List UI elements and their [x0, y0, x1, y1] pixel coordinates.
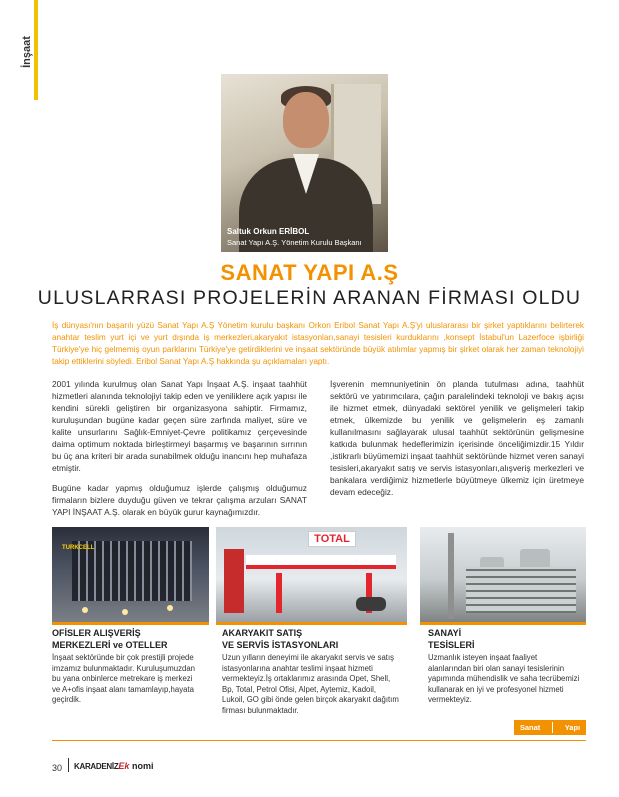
footer-rule: [52, 740, 586, 741]
body-paragraph: Bugüne kadar yapmış olduğumuz işlerde çalışmış olduğumuz firmaların bizlere duyduğu güven ve tekrar çalışma arzuları SANAT YAPI İNŞAAT A.Ş. olarak en büyük gurur kaynağımızdır.: [52, 483, 307, 517]
station-canopy: [246, 555, 396, 569]
card-text-offices: İnşaat sektöründe bir çok prestijli projede imzamız bulunmaktadır. Kuruluşumuzdan bu yana onbinlerce metrekare iş merkezi ve A+ofis inşaat alanı tamamlayıp,hayata geçirdik.: [52, 653, 196, 704]
caption-bar: [52, 622, 209, 625]
card-title-fuel: [222, 627, 338, 651]
brand-main: KARADENİZ: [74, 762, 119, 771]
body-column-right: [330, 378, 584, 506]
office-building-photo: [52, 527, 209, 622]
body-paragraph: 2001 yılında kurulmuş olan Sanat Yapı İnşaat A.Ş. inşaat taahhüt hizmetleri alanında teknolojiyi takip eden ve yeniliklere açık yapısı ile kendini sürekli geliştiren bir organizasyona sahiptir. Firmamız, kuruluşundan bugüne kadar geçen süre zarfında maliyet, süre ve kalite unsurlarını Sağlık-Emniyet-Çevre politikamız çerçevesinde daima optimum noktada birleştirmeyi başarmış ve başarının sırrının bu üç ana kriteri bir arada sunabilmek olduğu inancını hep muhafaza etmiştir.: [52, 379, 307, 473]
footer-divider: [68, 758, 69, 772]
card-title-line: SANAYİ: [428, 628, 462, 638]
street-lamp: [122, 609, 128, 615]
card-text-fuel: Uzun yılların deneyimi ile akaryakıt servis ve satış istasyonlarına anahtar teslimi inşaat hizmeti vermekteyiz.İş ortaklarımız arasında Opet, Shell, Bp, Total, Petrol Ofisi, Alpet, Aytemiz, Kadoil, Lukoil, GO gibi önde gelen birçok akaryakıt dağıtım firması bulunmaktadır.: [222, 653, 399, 715]
card-title-line: AKARYAKIT SATIŞ: [222, 628, 303, 638]
street-lamp: [167, 605, 173, 611]
photo-caption-title: Sanat Yapı A.Ş. Yönetim Kurulu Başkanı: [227, 238, 362, 247]
station-sign: TOTAL: [308, 531, 356, 547]
card-title-offices: [52, 627, 168, 651]
card-title-line: MERKEZLERİ ve OTELLER: [52, 640, 168, 650]
caption-bar: [420, 622, 586, 625]
headline-title: ULUSLARRASI PROJELERİN ARANAN FİRMASI OLDU: [37, 287, 582, 309]
portrait-photo: [221, 74, 388, 252]
side-tab: [22, 0, 38, 100]
section-tag-divider: [552, 722, 553, 733]
body-paragraph: İşverenin memnuniyetinin ön planda tutulması adına, taahhüt sektörü ve yatırımcılara, çağın paralelindeki teknoloji ve bakış açısı ile hizmet etmek, dünyadaki sektörel yenilik ve gelişmeleri takip etmek, ülkemizde bu yenilik ve gelişmelerin eş zamanlı kullanılmasını sağlayarak ulusal taahhüt sektörünün gelişmesine katkıda bulunmak hedeflerimizin içerisinde önceliğimizdir.15 Yıldır ,istikrarlı büyümemizi inşaat taahhüt sektöründe hizmet veren sanayi tesisleri,akaryakıt satış ve servis istasyonları,alışveriş merkezleri ve bankalara verdiğimiz hizmetlerle büyütmeye ülkemiz için üretmeye devam edeceğiz.: [330, 379, 584, 497]
side-tab-label: İnşaat: [21, 36, 33, 68]
body-column-left: [52, 378, 307, 526]
magazine-brand: [74, 761, 153, 771]
headline-company: SANAT YAPI A.Ş: [220, 260, 399, 285]
fuel-station-photo: [216, 527, 407, 622]
brand-sub: Ek: [118, 761, 130, 771]
card-title-line: OFİSLER ALIŞVERİŞ: [52, 628, 141, 638]
canopy-post: [276, 573, 282, 613]
caption-bar: [216, 622, 407, 625]
page-number: 30: [52, 763, 63, 773]
brand-end: nomi: [131, 761, 154, 771]
card-title-line: TESİSLERİ: [428, 640, 475, 650]
side-tab-bar: [34, 0, 38, 100]
card-text-industry: Uzmanlık isteyen inşaat faaliyet alanlarından biri olan sanayi tesislerinin yapımında mühendislik ve saha tecrübemizi kullanarak en iyi ve profesyonel hizmeti vermekteyiz.: [428, 653, 580, 704]
pipes: [466, 567, 576, 613]
street-lamp: [82, 607, 88, 613]
car: [356, 597, 386, 611]
section-tag: [514, 720, 586, 735]
card-title-line: VE SERVİS İSTASYONLARI: [222, 640, 339, 650]
photo-head: [283, 92, 329, 148]
section-tag-right: Yapı: [564, 723, 581, 732]
industrial-plant-photo: [420, 527, 586, 622]
lead-paragraph: İş dünyası'nın başarılı yüzü Sanat Yapı A.Ş Yönetim kurulu başkanı Orkon Eribol Sanat Yapı A.Ş'yi uluslararası bir şirket yaptıklarını belirterek anahtar teslim yurt içi ve yurt dışında iş merkezleri,akaryakıt istasyonları,sanayi tesisleri kurduklarını ,konsept İstabul'un Lazerfoce işbirliği Türkiye'ye hiç gelmemiş oyun parklarını Türkiye'ye getirdiklerini ve inşaat sektöründe büyük atılımlar yapmış bir şirket olarak her zaman teknolojiyi takip ettiklerini söyledi. Eribol Sanat Yapı A.Ş hakkında şu açıklamaları yaptı.: [52, 321, 584, 366]
chimney: [448, 533, 454, 619]
section-tag-left: Sanat: [519, 723, 541, 732]
station-flag: [224, 549, 244, 613]
tower-logo: TURKCELL: [62, 545, 95, 551]
card-title-industry: [428, 627, 475, 651]
photo-caption-name: Saltuk Orkun ERİBOL: [227, 227, 310, 236]
